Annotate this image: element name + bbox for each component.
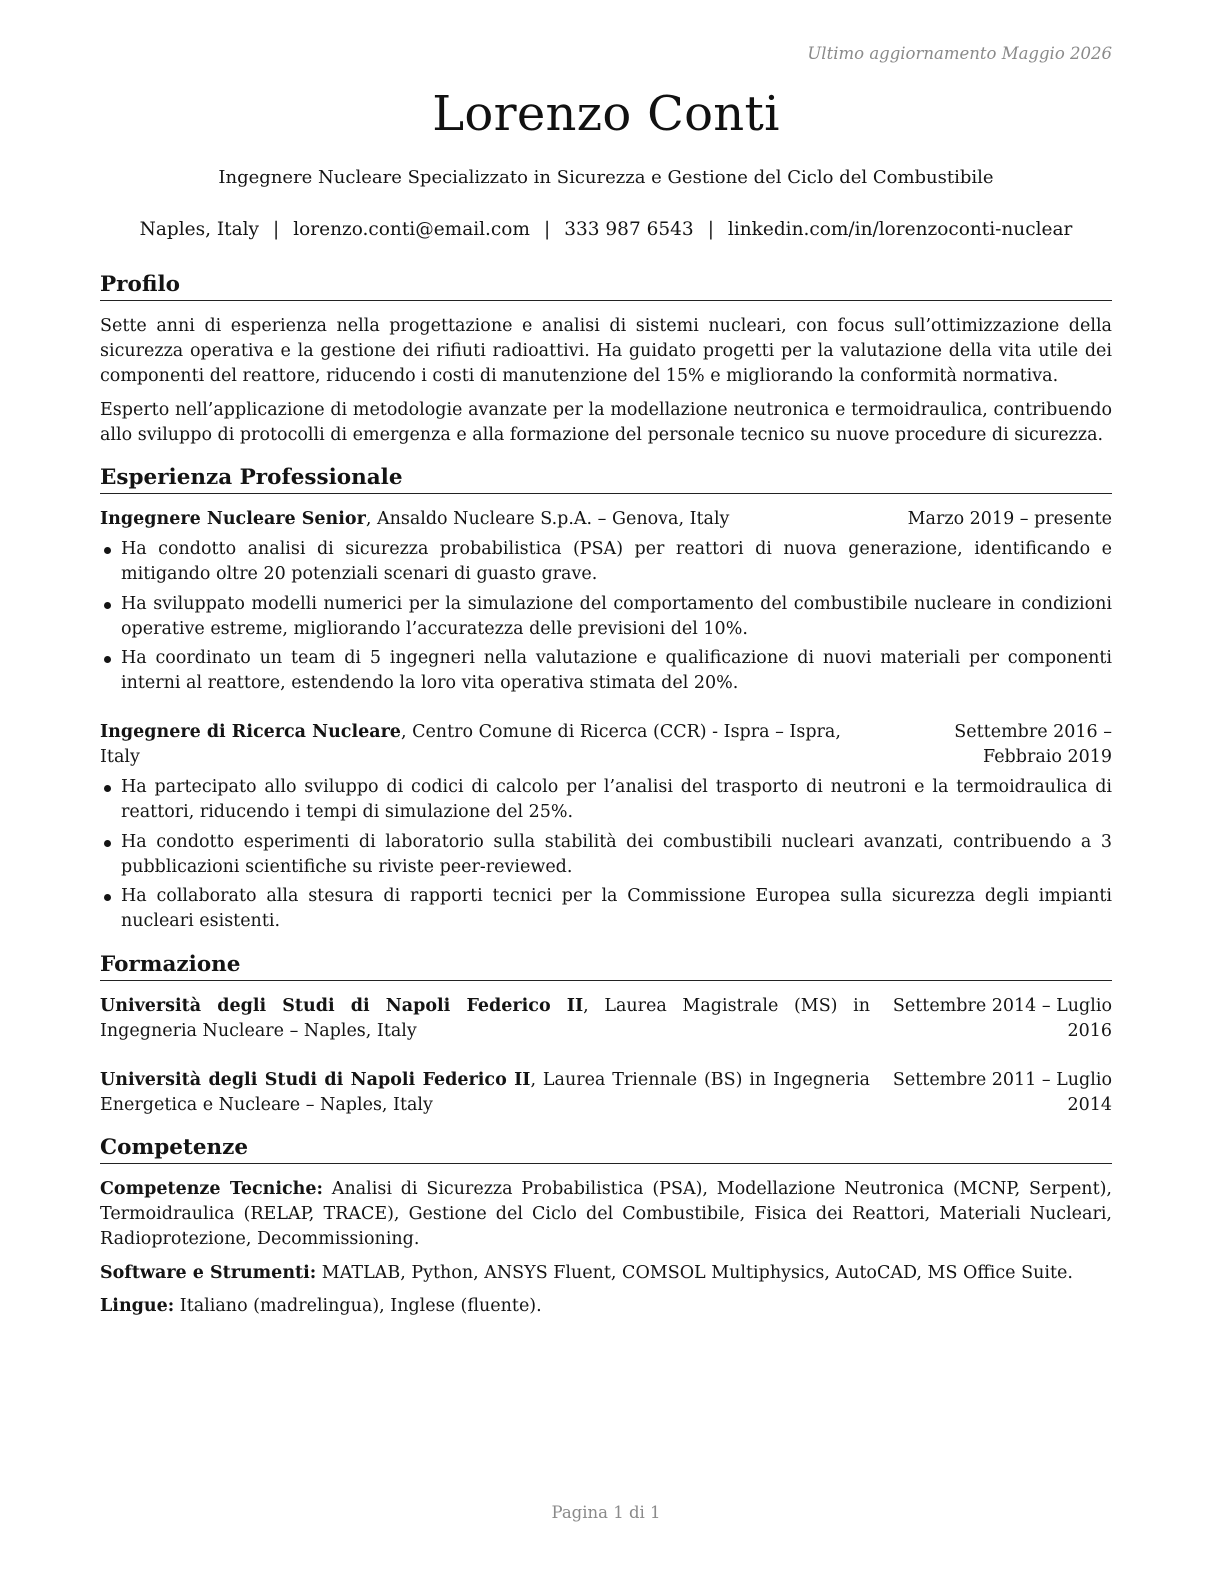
- job-dates: Settembre 2016 – Febbraio 2019: [954, 722, 1112, 767]
- job-header: [100, 720, 1112, 770]
- contact-separator: |: [273, 219, 280, 240]
- contact-linkedin[interactable]: linkedin.com/in/lorenzoconti-nuclear: [727, 219, 1073, 240]
- job-bullet-text: Ha sviluppato modelli numerici per la simulazione del comportamento del combustibile nucleare in condizioni operative estreme, migliorando l’accuratezza delle previsioni del 10%.: [121, 593, 1112, 639]
- contact-phone[interactable]: 333 987 6543: [564, 219, 694, 240]
- job-organization: , Centro Comune di Ricerca (CCR) - Ispra – Ispra, Italy: [100, 722, 841, 767]
- bullet-icon: [104, 602, 111, 609]
- contact-location: Naples, Italy: [139, 219, 259, 240]
- skill-line: [100, 1177, 1112, 1252]
- job-bullet-list: [100, 537, 1112, 701]
- job-role: Ingegnere di Ricerca Nucleare: [100, 722, 401, 742]
- skill-label: Competenze Tecniche:: [100, 1179, 323, 1199]
- resume-page: [100, 0, 1112, 1584]
- skill-line: [100, 1261, 1112, 1286]
- job-bullet-text: Ha condotto esperimenti di laboratorio sulla stabilità dei combustibili nucleari avanzati, contribuendo a 3 pubblicazioni scientifiche su riviste peer-reviewed.: [121, 831, 1112, 877]
- section-title-profile: Profilo: [100, 271, 1112, 301]
- profile-paragraph: Sette anni di esperienza nella progettazione e analisi di sistemi nucleari, con focus sull’ottimizzazione della sicurezza operativa e la gestione dei rifiuti radioattivi. Ha guidato progetti per la valutazione della vita utile dei componenti del reattore, riducendo i costi di manutenzione del 15% e migliorando la conformità normativa.: [100, 316, 1112, 386]
- education-dates: Settembre 2011 – Luglio 2014: [892, 1070, 1112, 1115]
- job-bullet-text: Ha collaborato alla stesura di rapporti tecnici per la Commissione Europea sulla sicurezza degli impianti nucleari esistenti.: [121, 886, 1112, 931]
- candidate-name: Lorenzo Conti: [432, 86, 780, 142]
- job-bullet: [100, 884, 1112, 934]
- bullet-icon: [104, 547, 111, 554]
- job-dates: Marzo 2019 – presente: [907, 509, 1112, 529]
- contact-separator: |: [543, 219, 551, 240]
- job-bullet: [100, 830, 1112, 880]
- profile-paragraph: Esperto nell’applicazione di metodologie avanzate per la modellazione neutronica e termoidraulica, contribuendo allo sviluppo di protocolli di emergenza e alla formazione del personale tecnico su nuove procedure di sicurezza.: [100, 400, 1112, 445]
- skill-text: Italiano (madrelingua), Inglese (fluente).: [174, 1296, 542, 1316]
- job-bullet-text: Ha condotto analisi di sicurezza probabilistica (PSA) per reattori di nuova generazione, identificando e mitigando oltre 20 potenziali scenari di guasto grave.: [121, 539, 1112, 584]
- skill-label: Software e Strumenti:: [100, 1263, 317, 1283]
- bullet-icon: [104, 894, 111, 901]
- page-number: Pagina 1 di 1: [551, 1503, 661, 1522]
- education-school: Università degli Studi di Napoli Federico II: [100, 1070, 531, 1090]
- skill-label: Lingue:: [100, 1296, 175, 1316]
- job-bullet: [100, 646, 1112, 696]
- bullet-icon: [104, 785, 111, 792]
- education-detail: , Laurea Magistrale (MS) in Ingegneria Nucleare – Naples, Italy: [100, 996, 870, 1041]
- bullet-icon: [104, 656, 111, 663]
- job-bullet: [100, 775, 1112, 825]
- job-header: [100, 507, 1112, 532]
- education-school: Università degli Studi di Napoli Federico II: [100, 996, 584, 1016]
- job-bullet: [100, 592, 1112, 642]
- contact-line: [100, 219, 1112, 240]
- last-updated-note: Ultimo aggiornamento Maggio 2026: [807, 44, 1112, 63]
- job-bullet-text: Ha partecipato allo sviluppo di codici di calcolo per l’analisi del trasporto di neutroni e la termoidraulica di reattori, riducendo i tempi di simulazione del 25%.: [121, 777, 1112, 822]
- bullet-icon: [104, 840, 111, 847]
- education-dates: Settembre 2014 – Luglio 2016: [892, 996, 1112, 1041]
- contact-email[interactable]: lorenzo.conti@email.com: [293, 219, 530, 240]
- candidate-headline: Ingegnere Nucleare Specializzato in Sicurezza e Gestione del Ciclo del Combustibile: [218, 167, 994, 188]
- skill-text: Analisi di Sicurezza Probabilistica (PSA), Modellazione Neutronica (MCNP, Serpent), Termoidraulica (RELAP, TRACE), Gestione del Ciclo del Combustibile, Fisica dei Reattori, Materiali Nucleari, Radioprotezione, Decommissioning.: [100, 1179, 1112, 1249]
- job-bullet-text: Ha coordinato un team di 5 ingegneri nella valutazione e qualificazione di nuovi materiali per componenti interni al reattore, estendendo la loro vita operativa stimata del 20%.: [121, 648, 1112, 693]
- section-title-experience: Esperienza Professionale: [100, 464, 1112, 494]
- job-organization: , Ansaldo Nucleare S.p.A. – Genova, Italy: [365, 509, 730, 529]
- contact-separator: |: [707, 219, 714, 240]
- skill-text: MATLAB, Python, ANSYS Fluent, COMSOL Multiphysics, AutoCAD, MS Office Suite.: [316, 1263, 1073, 1283]
- education-detail: , Laurea Triennale (BS) in Ingegneria Energetica e Nucleare – Naples, Italy: [100, 1070, 870, 1115]
- job-role: Ingegnere Nucleare Senior: [100, 509, 366, 529]
- job-bullet-list: [100, 775, 1112, 939]
- section-title-education: Formazione: [100, 951, 1112, 981]
- skill-line: [100, 1294, 1112, 1319]
- section-title-skills: Competenze: [100, 1134, 1112, 1164]
- job-bullet: [100, 537, 1112, 587]
